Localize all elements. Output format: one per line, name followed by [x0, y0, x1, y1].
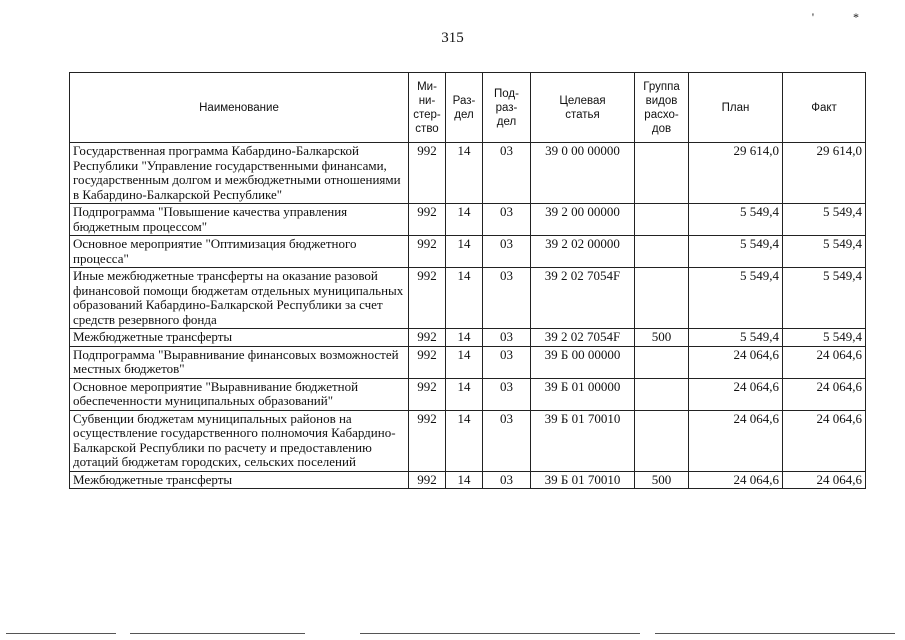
column-header-plan: План [689, 73, 783, 143]
cell-ministry: 992 [409, 204, 446, 236]
column-header-name: Наименование [70, 73, 409, 143]
table-row [70, 471, 866, 489]
cell-fact: 24 064,6 [783, 410, 866, 471]
cell-group [635, 268, 689, 329]
column-header-section: Раз- дел [446, 73, 483, 143]
column-header-fact: Факт [783, 73, 866, 143]
cell-name: Основное мероприятие "Выравнивание бюджетной обеспеченности муниципальных образований" [70, 378, 409, 410]
cell-ministry: 992 [409, 471, 446, 489]
bottom-rule [130, 633, 305, 634]
table-body [70, 143, 866, 489]
cell-target: 39 Б 00 00000 [531, 346, 635, 378]
table-row [70, 204, 866, 236]
cell-target: 39 Б 01 70010 [531, 471, 635, 489]
header-row [70, 73, 866, 143]
cell-name: Субвенции бюджетам муниципальных районов на осуществление государственного полномочия Кабардино-Балкарской Республики по расчету и предоставлению дотаций бюджетам городских, сельских поселений [70, 410, 409, 471]
cell-subsection: 03 [483, 471, 531, 489]
cell-section: 14 [446, 268, 483, 329]
cell-group [635, 378, 689, 410]
cell-group [635, 204, 689, 236]
cell-target: 39 Б 01 00000 [531, 378, 635, 410]
cell-subsection: 03 [483, 143, 531, 204]
cell-group [635, 346, 689, 378]
cell-name: Подпрограмма "Выравнивание финансовых возможностей местных бюджетов" [70, 346, 409, 378]
cell-subsection: 03 [483, 204, 531, 236]
cell-plan: 24 064,6 [689, 471, 783, 489]
cell-subsection: 03 [483, 346, 531, 378]
cell-section: 14 [446, 329, 483, 347]
cell-target: 39 0 00 00000 [531, 143, 635, 204]
cell-section: 14 [446, 236, 483, 268]
cell-ministry: 992 [409, 346, 446, 378]
cell-section: 14 [446, 204, 483, 236]
budget-table [69, 72, 866, 489]
cell-subsection: 03 [483, 410, 531, 471]
column-header-subsection: Под- раз- дел [483, 73, 531, 143]
cell-name: Государственная программа Кабардино-Балкарской Республики "Управление государственными финансами, государственным долгом и межбюджетными отношениями в Кабардино-Балкарской Республике" [70, 143, 409, 204]
cell-subsection: 03 [483, 268, 531, 329]
corner-mark: ' * [811, 10, 877, 24]
cell-group [635, 236, 689, 268]
column-header-ministry: Ми- ни- стер- ство [409, 73, 446, 143]
cell-plan: 24 064,6 [689, 378, 783, 410]
cell-ministry: 992 [409, 236, 446, 268]
cell-fact: 5 549,4 [783, 204, 866, 236]
cell-target: 39 2 02 7054F [531, 329, 635, 347]
cell-plan: 5 549,4 [689, 268, 783, 329]
table-row [70, 329, 866, 347]
table-row [70, 346, 866, 378]
cell-fact: 24 064,6 [783, 471, 866, 489]
column-header-target: Целевая статья [531, 73, 635, 143]
cell-target: 39 Б 01 70010 [531, 410, 635, 471]
table-row [70, 143, 866, 204]
table-row [70, 268, 866, 329]
cell-target: 39 2 02 7054F [531, 268, 635, 329]
cell-group [635, 143, 689, 204]
cell-fact: 5 549,4 [783, 236, 866, 268]
cell-plan: 24 064,6 [689, 410, 783, 471]
cell-plan: 5 549,4 [689, 204, 783, 236]
bottom-rule [655, 633, 895, 634]
bottom-rule [6, 633, 116, 634]
table-row [70, 236, 866, 268]
cell-group [635, 410, 689, 471]
cell-target: 39 2 00 00000 [531, 204, 635, 236]
cell-name: Подпрограмма "Повышение качества управления бюджетным процессом" [70, 204, 409, 236]
cell-section: 14 [446, 378, 483, 410]
table-row [70, 378, 866, 410]
cell-section: 14 [446, 471, 483, 489]
cell-plan: 24 064,6 [689, 346, 783, 378]
cell-fact: 5 549,4 [783, 329, 866, 347]
cell-subsection: 03 [483, 378, 531, 410]
cell-section: 14 [446, 346, 483, 378]
cell-fact: 5 549,4 [783, 268, 866, 329]
column-header-group: Группа видов расхо- дов [635, 73, 689, 143]
cell-section: 14 [446, 143, 483, 204]
cell-ministry: 992 [409, 378, 446, 410]
cell-group: 500 [635, 329, 689, 347]
cell-plan: 5 549,4 [689, 236, 783, 268]
cell-group: 500 [635, 471, 689, 489]
cell-name: Основное мероприятие "Оптимизация бюджетного процесса" [70, 236, 409, 268]
cell-name: Межбюджетные трансферты [70, 471, 409, 489]
cell-plan: 5 549,4 [689, 329, 783, 347]
cell-name: Межбюджетные трансферты [70, 329, 409, 347]
table-row [70, 410, 866, 471]
cell-fact: 24 064,6 [783, 378, 866, 410]
cell-ministry: 992 [409, 329, 446, 347]
cell-ministry: 992 [409, 268, 446, 329]
page-number: 315 [441, 30, 464, 46]
cell-name: Иные межбюджетные трансферты на оказание разовой финансовой помощи бюджетам отдельных муниципальных образований Кабардино-Балкарской Республики за счет средств резервного фонда [70, 268, 409, 329]
cell-fact: 29 614,0 [783, 143, 866, 204]
cell-fact: 24 064,6 [783, 346, 866, 378]
cell-subsection: 03 [483, 329, 531, 347]
bottom-rule [360, 633, 640, 634]
cell-subsection: 03 [483, 236, 531, 268]
cell-section: 14 [446, 410, 483, 471]
cell-plan: 29 614,0 [689, 143, 783, 204]
cell-ministry: 992 [409, 410, 446, 471]
cell-ministry: 992 [409, 143, 446, 204]
cell-target: 39 2 02 00000 [531, 236, 635, 268]
